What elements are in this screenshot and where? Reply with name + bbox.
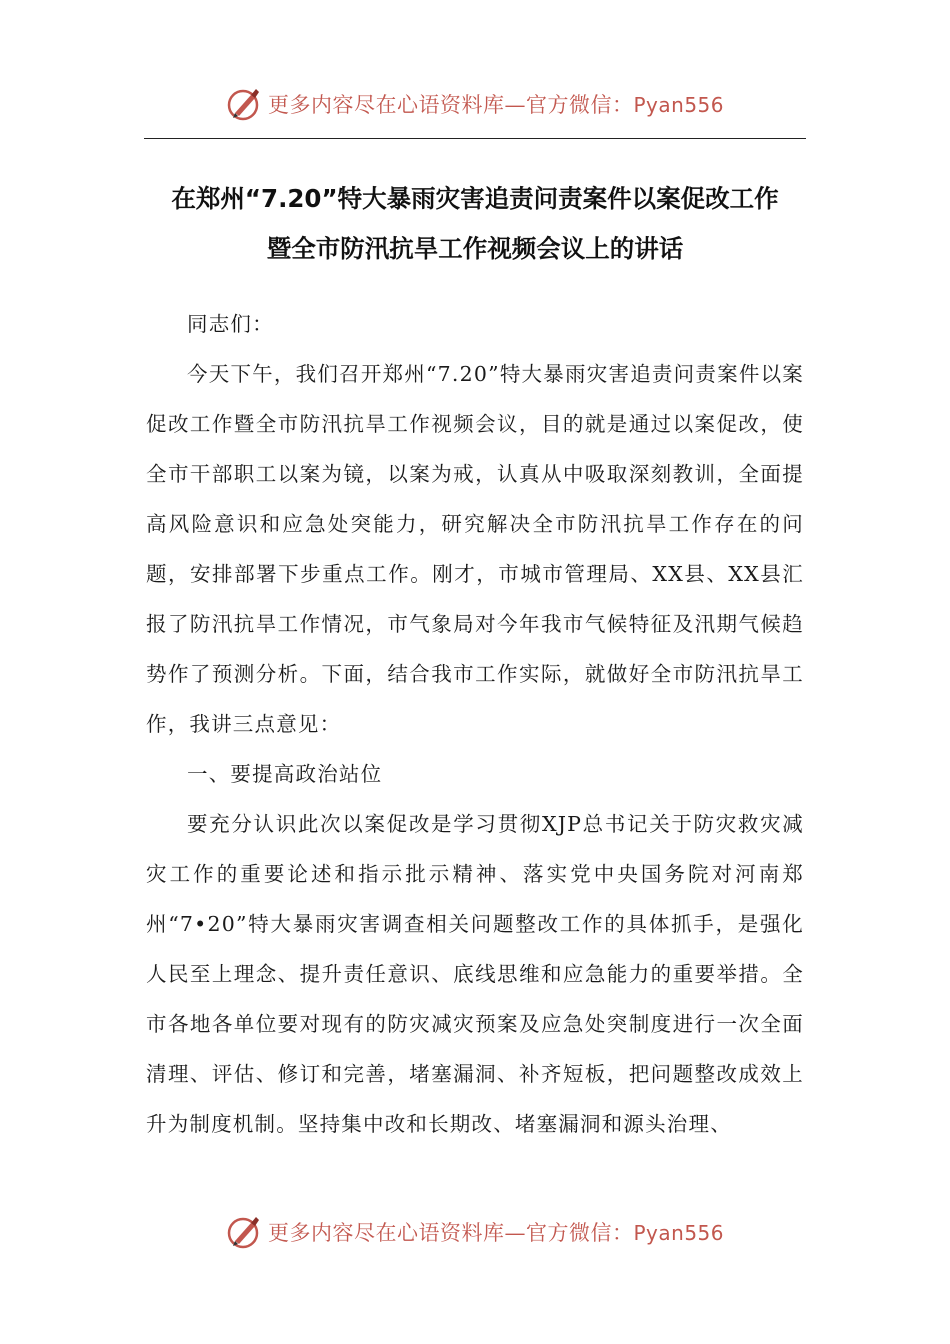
section-heading: 一、要提高政治站位 bbox=[187, 762, 383, 786]
footer-banner-text: 更多内容尽在心语资料库—官方微信：Pyan556 bbox=[267, 1221, 724, 1245]
paragraph: 要充分认识此次以案促改是学习贯彻XJP总书记关于防灾救灾减灾工作的重要论述和指示批示精神、落实党中央国务院对河南郑州“7•20”特大暴雨灾害调查相关问题整改工作的具体抓手，是强化人民至上理念、提升责任意识、底线思维和应急能力的重要举措。全市各地各单位要对现有的防灾减灾预案及应急处突制度进行一次全面清理、评估、修订和完善，堵塞漏洞、补齐短板，把问题整改成效上升为制度机制。坚持集中改和长期改、堵塞漏洞和源头治理、 bbox=[146, 812, 804, 1136]
header-wechat-id: Pyan556 bbox=[633, 93, 724, 117]
document-title-line2: 暨全市防汛抗旱工作视频会议上的讲话 bbox=[266, 234, 684, 263]
header-banner bbox=[0, 82, 950, 126]
document-body bbox=[146, 299, 804, 1149]
document-title-line1: 在郑州“7.20”特大暴雨灾害追责问责案件以案促改工作 bbox=[171, 184, 779, 213]
footer-wechat-id: Pyan556 bbox=[633, 1221, 724, 1245]
pen-logo-icon bbox=[226, 86, 262, 122]
salutation: 同志们： bbox=[187, 312, 274, 336]
pen-logo-icon bbox=[226, 1214, 262, 1250]
header-banner-text: 更多内容尽在心语资料库—官方微信：Pyan556 bbox=[267, 93, 724, 117]
footer-banner bbox=[0, 1210, 950, 1254]
header-divider bbox=[144, 138, 806, 139]
paragraph: 今天下午，我们召开郑州“7.20”特大暴雨灾害追责问责案件以案促改工作暨全市防汛抗旱工作视频会议，目的就是通过以案促改，使全市干部职工以案为镜，以案为戒，认真从中吸取深刻教训，全面提高风险意识和应急处突能力，研究解决全市防汛抗旱工作存在的问题，安排部署下步重点工作。刚才，市城市管理局、XX县、XX县汇报了防汛抗旱工作情况，市气象局对今年我市气候特征及汛期气候趋势作了预测分析。下面，结合我市工作实际，就做好全市防汛抗旱工作，我讲三点意见： bbox=[146, 362, 804, 736]
